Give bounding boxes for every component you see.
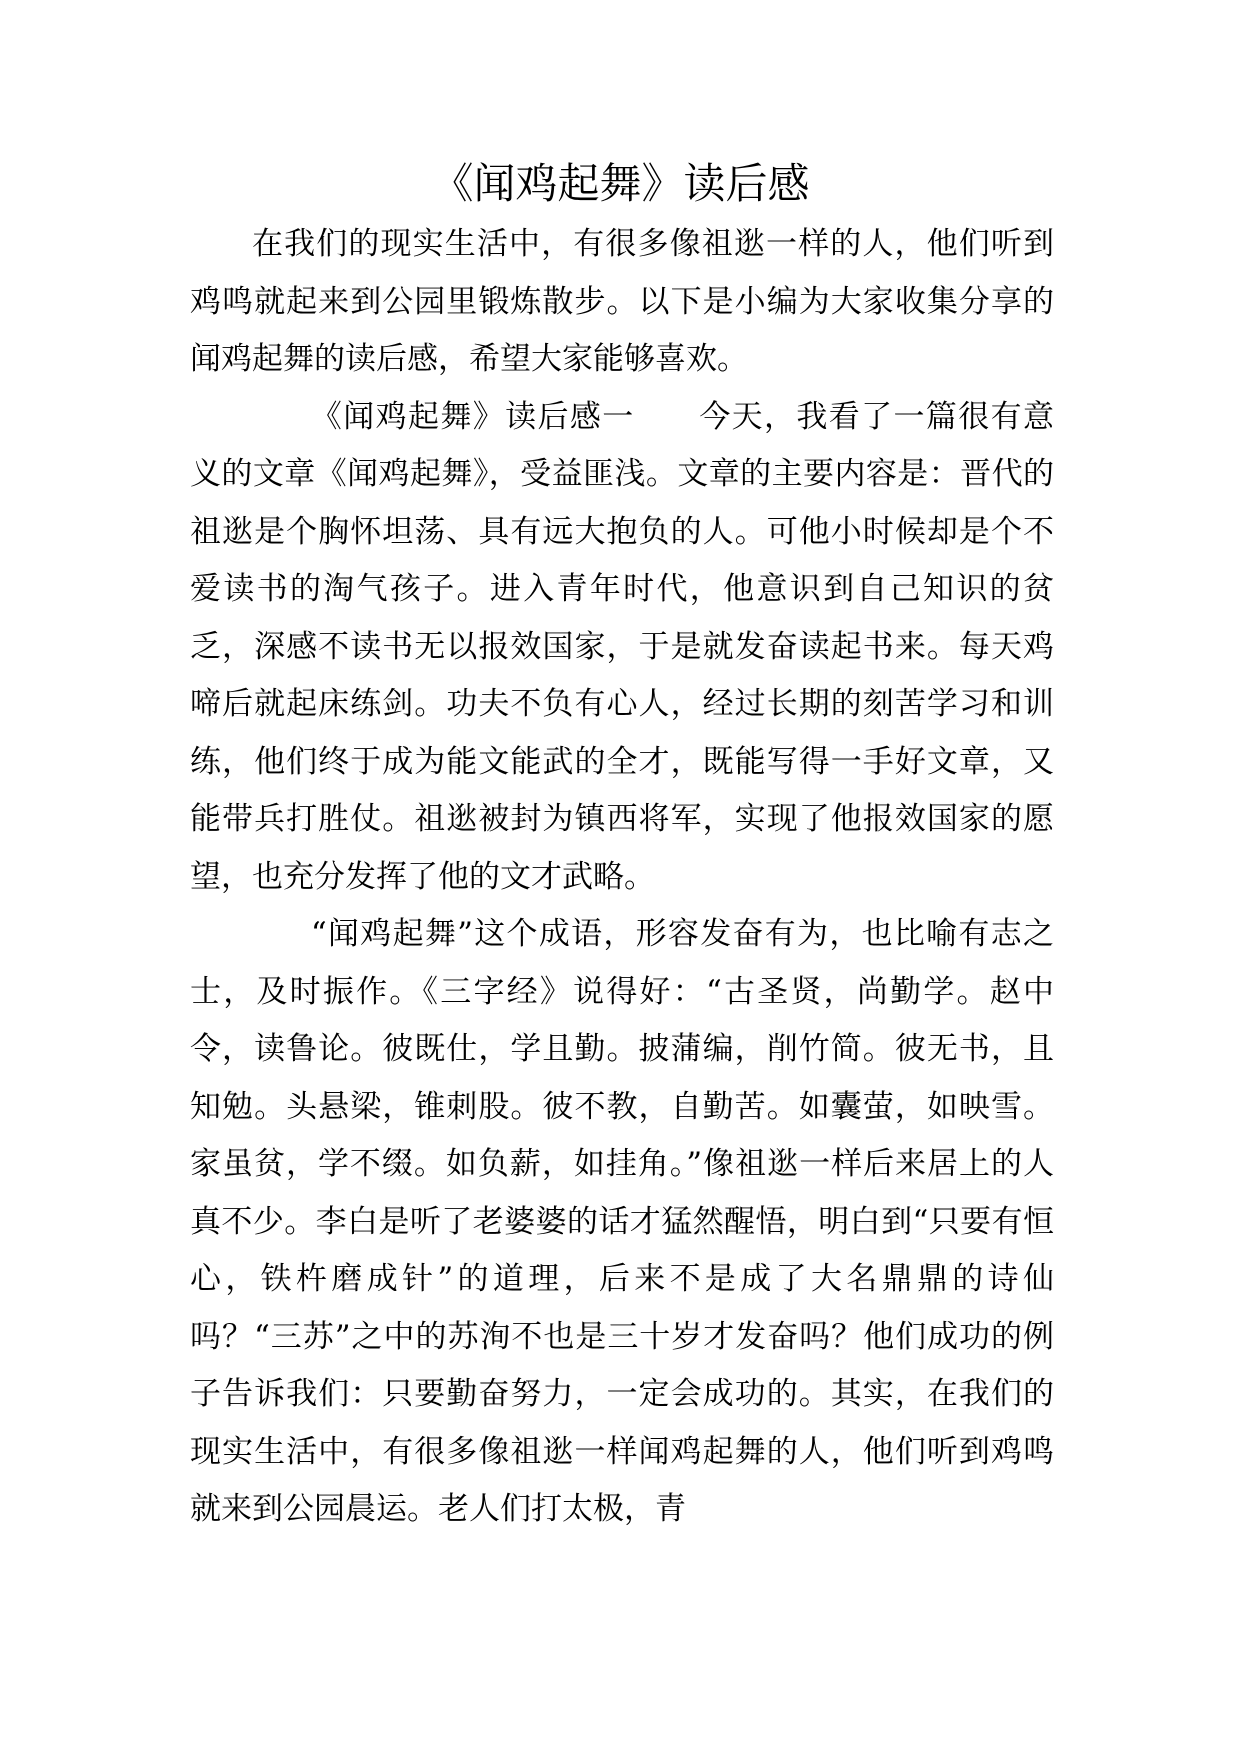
paragraph-intro: 在我们的现实生活中，有很多像祖逖一样的人，他们听到鸡鸣就起来到公园里锻炼散步。以下是小编为大家收集分享的闻鸡起舞的读后感，希望大家能够喜欢。 — [190, 226, 1054, 377]
document-title: 《闻鸡起舞》读后感 — [431, 159, 810, 208]
paragraph-idiom-meaning: “闻鸡起舞”这个成语，形容发奋有为，也比喻有志之士，及时振作。《三字经》说得好：“古圣贤，尚勤学。赵中令，读鲁论。彼既仕，学且勤。披蒲编，削竹简。彼无书，且知勉。头悬梁，锥刺股。彼不教，自勤苦。如囊萤，如映雪。家虽贫，学不缀。如负薪，如挂角。”像祖逖一样后来居上的人真不少。李白是听了老婆婆的话才猛然醒悟，明白到“只要有恒心，铁杵磨成针”的道理，后来不是成了大名鼎鼎的诗仙吗？“三苏”之中的苏洵不也是三十岁才发奋吗？他们成功的例子告诉我们：只要勤奋努力，一定会成功的。其实，在我们的现实生活中，有很多像祖逖一样闻鸡起舞的人，他们听到鸡鸣就来到公园晨运。老人们打太极，青 — [190, 916, 1054, 1527]
document-body — [190, 216, 1054, 1539]
paragraph-review-one: 《闻鸡起舞》读后感一 今天，我看了一篇很有意义的文章《闻鸡起舞》，受益匪浅。文章的主要内容是：晋代的祖逖是个胸怀坦荡、具有远大抱负的人。可他小时候却是个不爱读书的淘气孩子。进入青年时代，他意识到自己知识的贫乏，深感不读书无以报效国家，于是就发奋读起书来。每天鸡啼后就起床练剑。功夫不负有心人，经过长期的刻苦学习和训练，他们终于成为能文能武的全才，既能写得一手好文章，又能带兵打胜仗。祖逖被封为镇西将军，实现了他报效国家的愿望，也充分发挥了他的文才武略。 — [190, 398, 1054, 895]
